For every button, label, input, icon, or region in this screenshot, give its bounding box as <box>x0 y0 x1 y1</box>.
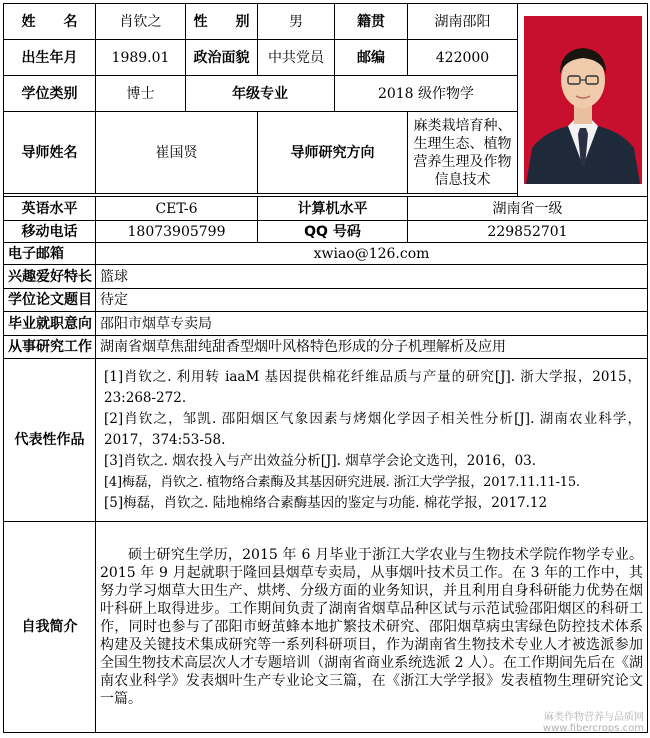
row-name <box>4 4 648 40</box>
thesis-label: 学位论文题目 <box>4 289 96 312</box>
mobile-label: 移动电话 <box>4 221 96 243</box>
qq-label: QQ 号码 <box>258 221 408 243</box>
photo-cell <box>518 4 648 197</box>
watermark-line2: www.fibercrops.com <box>542 723 644 734</box>
english-value: CET-6 <box>96 197 258 221</box>
email-value: xwiao@126.com <box>96 243 648 265</box>
row-works <box>4 359 648 522</box>
work-item: [5]梅磊，肖钦之. 陆地棉络合素酶基因的鉴定与功能. 棉花学报，2017.12 <box>104 494 548 511</box>
political-label: 政治面貌 <box>186 40 258 76</box>
name-value: 肖钦之 <box>96 4 186 40</box>
postcode-label: 邮编 <box>335 40 408 76</box>
works-cell <box>96 359 648 522</box>
works-list <box>96 364 647 517</box>
work-item: [2]肖钦之，邹凯. 邵阳烟区气象因素与烤烟化学因子相关性分析[J]. 湖南农业科学，2017，374:53-58. <box>104 410 641 448</box>
row-job <box>4 312 648 336</box>
degree-type-label: 学位类别 <box>4 76 96 112</box>
hobby-value: 篮球 <box>96 265 648 289</box>
watermark <box>543 712 644 734</box>
hobby-label: 兴趣爱好特长 <box>4 265 96 289</box>
name-label: 姓 名 <box>4 4 96 40</box>
gender-value: 男 <box>258 4 335 40</box>
computer-label: 计算机水平 <box>258 197 408 221</box>
advisor-field-value: 麻类栽培育种、生理生态、植物营养生理及作物信息技术 <box>408 112 518 194</box>
job-label: 毕业就职意向 <box>4 312 96 336</box>
row-thesis <box>4 289 648 312</box>
row-hobby <box>4 265 648 289</box>
mobile-value: 18073905799 <box>96 221 258 243</box>
works-label: 代表性作品 <box>4 359 96 522</box>
birth-label: 出生年月 <box>4 40 96 76</box>
work-item: [1]肖钦之. 利用转 iaaM 基因提供棉花纤维品质与产量的研究[J]. 浙大学报，2015，23:268-272. <box>104 368 641 406</box>
portrait-photo <box>524 16 642 184</box>
political-value: 中共党员 <box>258 40 335 76</box>
hometown-value: 湖南邵阳 <box>408 4 518 40</box>
work-item: [4]梅磊，肖钦之. 植物络合素酶及其基因研究进展. 浙江大学学报，2017.11.11-15. <box>104 474 580 490</box>
row-mobile <box>4 221 648 243</box>
row-intro <box>4 522 648 733</box>
watermark-line1: 麻类作物营养与品质网 <box>544 712 644 723</box>
grade-major-value: 2018 级作物学 <box>335 76 518 112</box>
resume-table <box>3 3 648 733</box>
advisor-value: 崔国贤 <box>96 112 258 194</box>
postcode-value: 422000 <box>408 40 518 76</box>
research-label: 从事研究工作 <box>4 336 96 359</box>
grade-major-label: 年级专业 <box>186 76 335 112</box>
job-value: 邵阳市烟草专卖局 <box>96 312 648 336</box>
research-value: 湖南省烟草焦甜纯甜香型烟叶风格特色形成的分子机理解析及应用 <box>96 336 648 359</box>
english-label: 英语水平 <box>4 197 96 221</box>
row-english <box>4 197 648 221</box>
row-email <box>4 243 648 265</box>
thesis-value: 待定 <box>96 289 648 312</box>
email-label: 电子邮箱 <box>4 243 96 265</box>
gender-label: 性 别 <box>186 4 258 40</box>
advisor-field-label: 导师研究方向 <box>258 112 408 194</box>
qq-value: 229852701 <box>408 221 648 243</box>
row-research <box>4 336 648 359</box>
intro-label: 自我简介 <box>4 522 96 733</box>
advisor-label: 导师姓名 <box>4 112 96 194</box>
work-item: [3]肖钦之. 烟农投入与产出效益分析[J]. 烟草学会论文选刊，2016，03. <box>104 452 537 469</box>
computer-value: 湖南省一级 <box>408 197 648 221</box>
hometown-label: 籍贯 <box>335 4 408 40</box>
birth-value: 1989.01 <box>96 40 186 76</box>
intro-text: 硕士研究生学历，2015 年 6 月毕业于浙江大学农业与生物技术学院作物学专业。2015 年 9 月起就职于隆回县烟草专卖局，从事烟叶技术员工作。在 3 年的工作中，其努力学习烟草大田生产、烘烤、分级方面的业务知识，并且利用自身科研能力优势在烟叶科研上取得进步。工作期间负责了湖南省烟草品种区试与示范试验邵阳烟区的科研工作，同时也参与了邵阳市蚜茧蜂本地扩繁技术研究、邵阳烟草病虫害绿色防控技术体系构建及关键技术集成研究等一系列科研项目，作为湖南省生物技术专业人才被选派参加全国生物技术高层次人才专题培训（湖南省商业系统选派 2 人）。在工作期间先后在《湖南农业科学》发表烟叶生产专业论文三篇，在《浙江大学学报》发表植物生理研究论文一篇。 <box>96 522 648 733</box>
degree-type-value: 博士 <box>96 76 186 112</box>
